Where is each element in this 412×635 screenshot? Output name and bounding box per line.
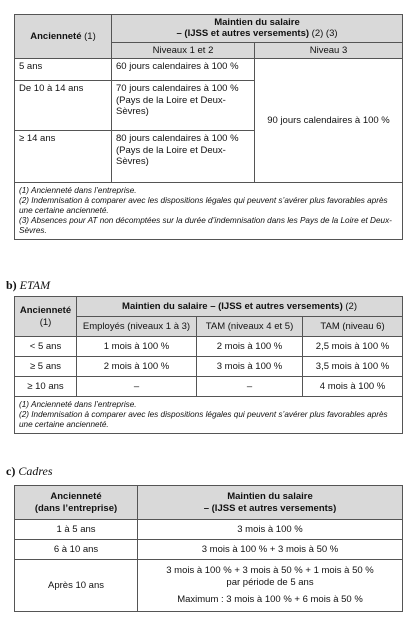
cell-anciennete: Après 10 ans [15, 560, 138, 612]
cell-maintien-line2: Maximum : 3 mois à 100 % + 6 mois à 50 % [177, 594, 363, 606]
cell-employes: 2 mois à 100 % [77, 357, 197, 377]
note-2: (2) Indemnisation à comparer avec les dispositions légales qui peuvent s’avérer plus favorables après une certaine ancienneté. [19, 196, 388, 216]
header-maintien [112, 15, 403, 43]
header-anciennete-line1: Ancienneté [50, 491, 102, 503]
table-row [15, 377, 403, 397]
subheader-niveaux-1-2: Niveaux 1 et 2 [112, 42, 255, 58]
cell-tam-4-5: 2 mois à 100 % [197, 337, 303, 357]
header-anciennete [15, 15, 112, 59]
header-anciennete-label: Ancienneté [19, 305, 72, 317]
header-maintien [77, 297, 403, 317]
cell-maintien: 3 mois à 100 % [138, 520, 403, 540]
subheader-niveau-3: Niveau 3 [255, 42, 403, 58]
cell-maintien [138, 560, 403, 612]
cell-tam-6: 2,5 mois à 100 % [303, 337, 403, 357]
cell-anciennete: 6 à 10 ans [15, 540, 138, 560]
cell-anciennete: ≥ 5 ans [15, 357, 77, 377]
table-etam [14, 296, 403, 434]
header-maintien [138, 486, 403, 520]
section-letter: c) [6, 464, 16, 478]
cell-employes: 1 mois à 100 % [77, 337, 197, 357]
table-notes [15, 183, 403, 240]
table-row [15, 357, 403, 377]
cell-anciennete: ≥ 14 ans [15, 131, 112, 183]
cell-tam-4-5: 3 mois à 100 % [197, 357, 303, 377]
header-anciennete [15, 486, 138, 520]
cell-maintien-line1: 3 mois à 100 % + 3 mois à 50 % + 1 mois à 50 % par période de 5 ans [166, 565, 374, 588]
section-title-etam [6, 278, 50, 292]
cell-niveaux-1-2: 80 jours calendaires à 100 % (Pays de la Loire et Deux-Sèvres) [112, 131, 255, 183]
cell-anciennete: < 5 ans [15, 337, 77, 357]
table-row [15, 520, 403, 540]
subheader-tam-6: TAM (niveau 6) [303, 317, 403, 337]
table-row [15, 540, 403, 560]
cell-niveaux-1-2: 70 jours calendaires à 100 % (Pays de la Loire et Deux-Sèvres) [112, 81, 255, 131]
cell-niveau-3-merged: 90 jours calendaires à 100 % [255, 59, 403, 183]
header-maintien-line2: – (IJSS et autres versements) [203, 502, 337, 514]
cell-anciennete: ≥ 10 ans [15, 377, 77, 397]
table-general [14, 14, 403, 240]
header-anciennete [15, 297, 77, 337]
cell-tam-4-5: – [197, 377, 303, 397]
note-1: (1) Ancienneté dans l’entreprise. [19, 186, 137, 196]
cell-anciennete: 1 à 5 ans [15, 520, 138, 540]
section-name: Cadres [18, 464, 53, 478]
header-maintien-label: Maintien du salaire – (IJSS et autres versements) [122, 300, 343, 312]
table-row [15, 59, 403, 81]
subheader-employes: Employés (niveaux 1 à 3) [77, 317, 197, 337]
header-maintien-line1: Maintien du salaire [227, 491, 313, 503]
header-anciennete-label: Ancienneté [30, 30, 82, 42]
header-anciennete-note: (1) [39, 316, 52, 328]
cell-maintien: 3 mois à 100 % + 3 mois à 50 % [138, 540, 403, 560]
section-name: ETAM [19, 278, 51, 292]
cell-tam-6: 4 mois à 100 % [303, 377, 403, 397]
subheader-tam-4-5: TAM (niveaux 4 et 5) [197, 317, 303, 337]
header-maintien-line2: – (IJSS et autres versements) [176, 28, 310, 40]
section-title-cadres [6, 464, 53, 478]
header-maintien-note: (2) (3) [309, 28, 338, 40]
table-row [15, 560, 403, 612]
header-anciennete-note: (1) [81, 30, 96, 42]
table-cadres [14, 485, 403, 612]
cell-tam-6: 3,5 mois à 100 % [303, 357, 403, 377]
note-2: (2) Indemnisation à comparer avec les dispositions légales qui peuvent s’avérer plus favorables après une certaine ancienneté. [19, 410, 388, 429]
cell-anciennete: 5 ans [15, 59, 112, 81]
cell-niveaux-1-2: 60 jours calendaires à 100 % [112, 59, 255, 81]
cell-anciennete: De 10 à 14 ans [15, 81, 112, 131]
header-anciennete-line2: (dans l’entreprise) [34, 502, 118, 514]
table-row [15, 337, 403, 357]
note-3: (3) Absences pour AT non décomptées sur la durée d’indemnisation dans les Pays de la Loire et Deux-Sèvres. [19, 216, 392, 236]
cell-employes: – [77, 377, 197, 397]
note-1: (1) Ancienneté dans l’entreprise. [19, 400, 137, 409]
table-notes [15, 397, 403, 434]
header-maintien-note: (2) [342, 300, 357, 312]
section-letter: b) [6, 278, 17, 292]
header-maintien-line1: Maintien du salaire [214, 17, 300, 28]
